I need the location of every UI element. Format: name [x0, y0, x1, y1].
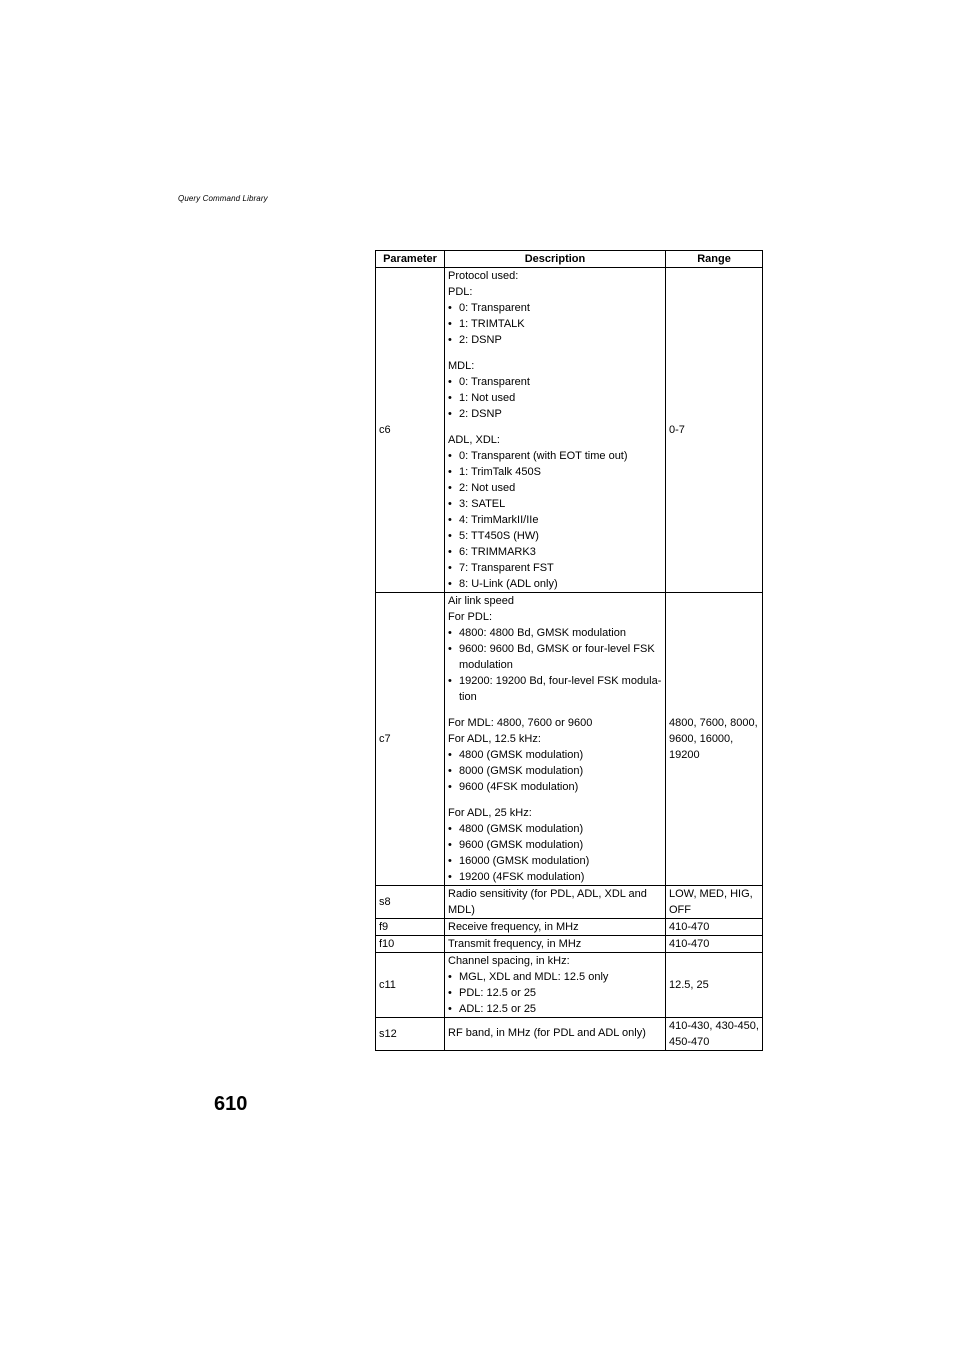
list-item: • 7: Transparent FST [448, 560, 662, 576]
page-number: 610 [214, 1093, 248, 1115]
list-item: • 0: Transparent [448, 374, 662, 390]
list-item: • 1: TrimTalk 450S [448, 464, 662, 480]
desc-line: For MDL: 4800, 7600 or 9600 [448, 717, 593, 729]
list-item: • 19200 (4FSK modulation) [448, 869, 662, 885]
parameter-table [375, 250, 763, 1051]
list-item: • 2: DSNP [448, 332, 662, 348]
list-item: • PDL: 12.5 or 25 [448, 985, 662, 1001]
param-cell: c7 [376, 593, 445, 886]
table-row-s8 [376, 886, 763, 919]
column-header-description: Description [445, 251, 666, 268]
description-cell: Radio sensitivity (for PDL, ADL, XDL and MDL) [445, 886, 666, 919]
list-item: • MGL, XDL and MDL: 12.5 only [448, 969, 662, 985]
desc-heading: ADL, XDL: [448, 434, 500, 446]
list-item: • 4: TrimMarkII/IIe [448, 512, 662, 528]
range-cell: 4800, 7600, 8000, 9600, 16000, 19200 [666, 593, 763, 886]
bullet-list [448, 448, 662, 592]
desc-heading: Channel spacing, in kHz: [448, 955, 570, 967]
list-item: • 0: Transparent [448, 300, 662, 316]
param-cell: c11 [376, 953, 445, 1018]
description-cell: RF band, in MHz (for PDL and ADL only) [445, 1018, 666, 1051]
description-cell: Receive frequency, in MHz [445, 919, 666, 936]
range-cell: 12.5, 25 [666, 953, 763, 1018]
desc-heading: For ADL, 25 kHz: [448, 807, 532, 819]
list-item: • 0: Transparent (with EOT time out) [448, 448, 662, 464]
desc-line: For PDL: [448, 611, 493, 623]
list-item: • 6: TRIMMARK3 [448, 544, 662, 560]
desc-heading: For ADL, 12.5 kHz: [448, 733, 541, 745]
list-item: • 8000 (GMSK modulation) [448, 763, 662, 779]
param-cell: s8 [376, 886, 445, 919]
bullet-list [448, 821, 662, 885]
list-item: • 9600 (GMSK modulation) [448, 837, 662, 853]
table-row-f9 [376, 919, 763, 936]
list-item: • 16000 (GMSK modulation) [448, 853, 662, 869]
range-cell: LOW, MED, HIG, OFF [666, 886, 763, 919]
running-header: Query Command Library [178, 194, 268, 203]
table-header-row [376, 251, 763, 268]
list-item: • 3: SATEL [448, 496, 662, 512]
list-item: • ADL: 12.5 or 25 [448, 1001, 662, 1017]
table-row-s12 [376, 1018, 763, 1051]
range-cell: 0-7 [666, 268, 763, 593]
list-item: • 2: DSNP [448, 406, 662, 422]
list-item: • 9600: 9600 Bd, GMSK or four-level FSK modulation [448, 641, 662, 673]
list-item: • 2: Not used [448, 480, 662, 496]
description-cell: Transmit frequency, in MHz [445, 936, 666, 953]
param-cell: s12 [376, 1018, 445, 1051]
desc-line: PDL: [448, 286, 473, 298]
list-item: • 8: U-Link (ADL only) [448, 576, 662, 592]
list-item: • 4800: 4800 Bd, GMSK modulation [448, 625, 662, 641]
description-cell [445, 268, 666, 593]
bullet-list [448, 374, 662, 422]
list-item: • 19200: 19200 Bd, four-level FSK modula-tion [448, 673, 662, 705]
param-cell: f10 [376, 936, 445, 953]
column-header-range: Range [666, 251, 763, 268]
param-cell: c6 [376, 268, 445, 593]
list-item: • 9600 (4FSK modulation) [448, 779, 662, 795]
table-row-f10 [376, 936, 763, 953]
table-row-c11 [376, 953, 763, 1018]
table-row-c7 [376, 593, 763, 886]
column-header-parameter: Parameter [376, 251, 445, 268]
desc-line: Protocol used: [448, 270, 519, 282]
bullet-list [448, 300, 662, 348]
desc-line: Air link speed [448, 595, 515, 607]
range-cell: 410-470 [666, 936, 763, 953]
range-cell: 410-470 [666, 919, 763, 936]
list-item: • 4800 (GMSK modulation) [448, 821, 662, 837]
description-cell [445, 593, 666, 886]
bullet-list [448, 747, 662, 795]
bullet-list [448, 969, 662, 1017]
list-item: • 1: Not used [448, 390, 662, 406]
table-row-c6 [376, 268, 763, 593]
list-item: • 5: TT450S (HW) [448, 528, 662, 544]
range-cell: 410-430, 430-450, 450-470 [666, 1018, 763, 1051]
description-cell [445, 953, 666, 1018]
param-cell: f9 [376, 919, 445, 936]
bullet-list [448, 625, 662, 705]
list-item: • 4800 (GMSK modulation) [448, 747, 662, 763]
desc-heading: MDL: [448, 360, 475, 372]
list-item: • 1: TRIMTALK [448, 316, 662, 332]
